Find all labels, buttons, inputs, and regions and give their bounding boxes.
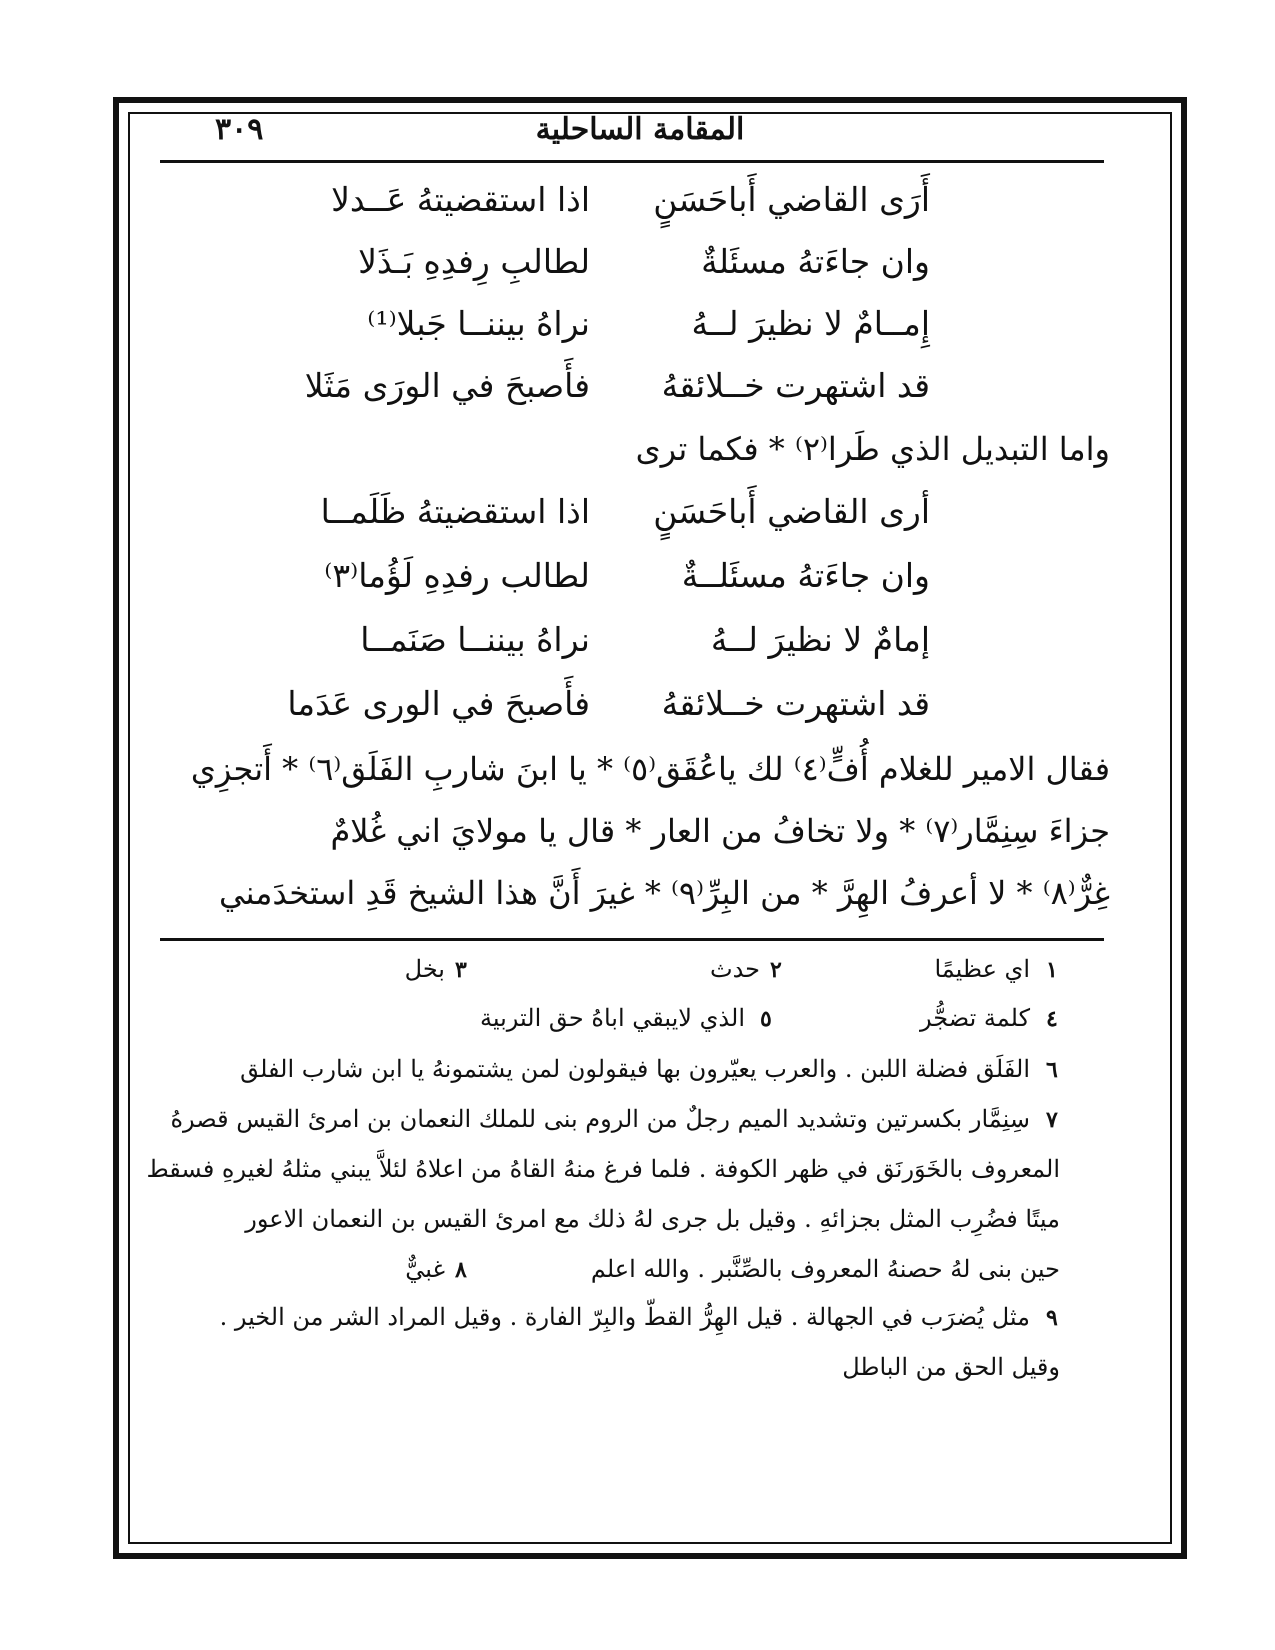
- verse-first-hemistich: قد اشتهرت خــلائقهُ: [661, 684, 930, 723]
- footnote-number: ٤: [1046, 1006, 1058, 1032]
- verse-first-hemistich: إِمــامٌ لا نظيرَ لــهُ: [691, 304, 930, 343]
- verse-second-hemistich: لطالب رفدِهِ لَؤُما⁽٣⁾: [324, 556, 590, 595]
- page-title: المقامة الساحلية: [535, 112, 745, 147]
- footnote-text: مثل يُضرَب في الجهالة . قيل الهِرُّ القطّ والبِرّ الفارة . وقيل المراد الشر من الخير .: [219, 1303, 1030, 1331]
- footnote-text: الذي لايبقي اباهُ حق التربية: [480, 1004, 745, 1032]
- prose-line: جزاءَ سِنِمَّار⁽٧⁾ * ولا تخافُ من العار * قال يا مولايَ اني غُلامٌ: [330, 812, 1110, 850]
- footnote-number: ٢: [770, 957, 782, 983]
- footnote-number: ٥: [760, 1006, 772, 1032]
- footnote-number: ٧: [1046, 1107, 1058, 1133]
- footnote-number: ٦: [1046, 1057, 1058, 1083]
- footnote-text: ميتًا فضُرِب المثل بجزائهِ . وقيل بل جرى لهُ ذلك مع امرئ القيس بن النعمان الاعور: [245, 1205, 1060, 1233]
- verse-first-hemistich: أَرَى القاضي أَباحَسَنٍ: [653, 180, 930, 219]
- verse-first-hemistich: أرى القاضي أَباحَسَنٍ: [653, 492, 930, 531]
- verse-second-hemistich: نراهُ بيننــا صَنَمــا: [360, 620, 590, 659]
- page-number: ٣٠٩: [215, 112, 264, 147]
- footnote-separator: [160, 938, 1104, 941]
- footnote-number: ٣: [455, 957, 467, 983]
- verse-second-hemistich: اذا استقضيتهُ ظَلَمــا: [320, 492, 590, 531]
- verse-first-hemistich: وان جاءَتهُ مسئَلةٌ: [701, 242, 930, 281]
- verse-line: [290, 620, 930, 670]
- verse-second-hemistich: لطالبِ رِفدِهِ بَـذَلا: [358, 242, 590, 281]
- footnote-text: الفَلَق فضلة اللبن . والعرب يعيّرون بها فيقولون لمن يشتمونهُ يا ابن شارب الفلق: [240, 1055, 1030, 1083]
- prose-line: واما التبديل الذي طَرا⁽٢⁾ * فكما ترى: [635, 430, 1110, 468]
- verse-second-hemistich: نراهُ بيننــا جَبلا⁽¹⁾: [367, 304, 590, 343]
- footnote-number: ١: [1046, 957, 1058, 983]
- footnote-text: حين بنى لهُ حصنهُ المعروف بالصِّنَّبر . والله اعلم: [590, 1255, 1060, 1283]
- verse-first-hemistich: قد اشتهرت خــلائقهُ: [661, 366, 930, 405]
- footnote-text: وقيل الحق من الباطل: [842, 1353, 1060, 1381]
- verse-second-hemistich: اذا استقضيتهُ عَــدلا: [331, 180, 590, 219]
- footnote-number: ٩: [1046, 1305, 1058, 1331]
- verse-second-hemistich: فأَصبحَ في الورَى مَثَلا: [304, 366, 590, 405]
- header-rule: [160, 160, 1104, 163]
- verse-first-hemistich: وان جاءَتهُ مسئَلــةٌ: [681, 556, 930, 595]
- footnote-text: المعروف بالخَوَرنَق في ظهر الكوفة . فلما فرغ منهُ القاهُ من اعلاهُ لئلاَّ يبني مثلهُ لغيرهِ فسقط: [146, 1155, 1060, 1183]
- footnote-text: غبيٌّ: [405, 1255, 445, 1283]
- verse-line: [290, 366, 930, 416]
- verse-line: [290, 492, 930, 542]
- footnote-number: ٨: [455, 1257, 467, 1283]
- footnote-text: بخل: [404, 955, 445, 983]
- verse-line: [290, 304, 930, 354]
- verse-line: [290, 242, 930, 292]
- prose-line: غِرٌّ⁽٨⁾ * لا أعرفُ الهِرَّ * من البِرِّ⁽٩⁾ * غيرَ أَنَّ هذا الشيخ قَدِ استخدَمني: [218, 874, 1110, 912]
- footnote-text: اي عظيمًا: [934, 955, 1030, 983]
- footnote-text: سِنِمَّار بكسرتين وتشديد الميم رجلٌ من الروم بنى للملك النعمان بن امرئ القيس قصرهُ: [170, 1105, 1030, 1133]
- prose-line: فقال الامير للغلام أُفٍّ⁽٤⁾ لك ياعُقَق⁽٥⁾ * يا ابنَ شاربِ الفَلَق⁽٦⁾ * أَتجزِي: [190, 750, 1110, 788]
- verse-line: [290, 556, 930, 606]
- verse-first-hemistich: إمامٌ لا نظيرَ لــهُ: [710, 620, 930, 659]
- verse-second-hemistich: فأَصبحَ في الورى عَدَما: [287, 684, 590, 723]
- verse-line: [290, 180, 930, 230]
- footnote-text: كلمة تضجُّر: [920, 1004, 1030, 1032]
- verse-line: [287, 684, 930, 734]
- footnote-text: حدث: [709, 955, 760, 983]
